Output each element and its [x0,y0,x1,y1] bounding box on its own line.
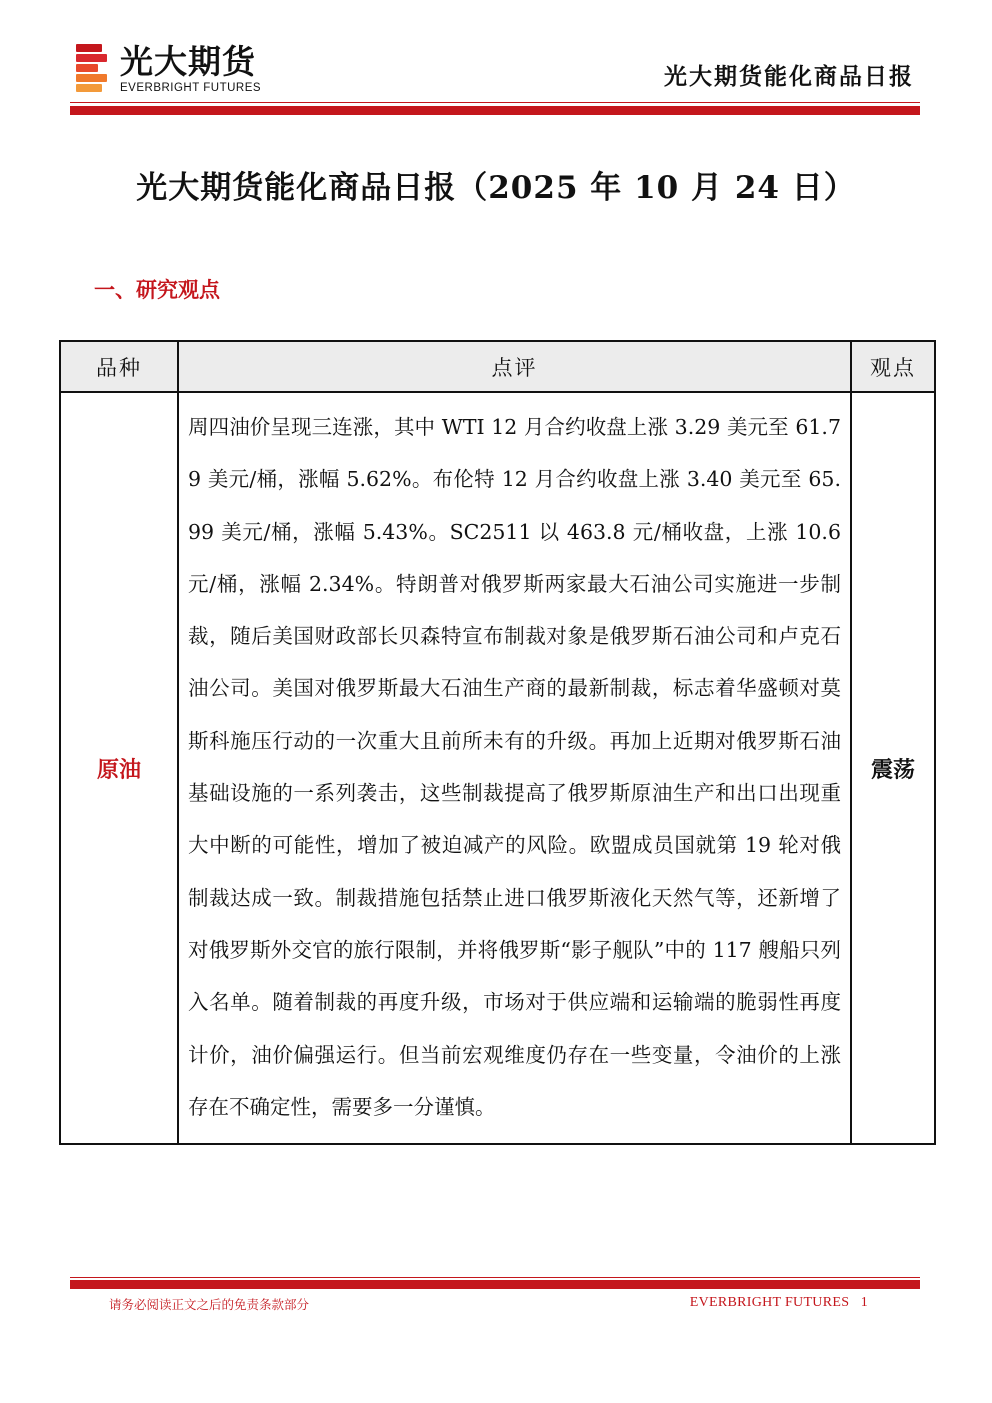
footer-disclaimer: 请务必阅读正文之后的免责条款部分 [109,1297,310,1312]
footer-divider [70,1280,920,1289]
page-number: 1 [860,1295,868,1310]
column-header-comment: 点评 [178,341,851,392]
view-cell: 震荡 [851,392,935,1144]
section-heading: 一、研究观点 [94,277,220,302]
table-row [60,392,935,1144]
header-report-name: 光大期货能化商品日报 [664,63,914,90]
footer-divider-thin [70,1277,920,1278]
footer-company: EVERBRIGHT FUTURES [689,1295,850,1310]
footer-company-page [690,1295,868,1311]
column-header-product: 品种 [60,341,178,392]
research-view-table [59,340,936,1145]
document-title: 光大期货能化商品日报（2025 年 10 月 24 日） [136,170,856,206]
header-divider-thin [70,102,920,103]
logo-english-name: EVERBRIGHT FUTURES [120,82,262,94]
logo-chinese-name: 光大期货 [120,42,256,81]
logo-mark-icon [76,44,108,94]
column-header-view: 观点 [851,341,935,392]
product-cell: 原油 [60,392,178,1144]
company-logo [76,40,286,98]
table-header-row [60,341,935,392]
header-divider [70,106,920,115]
comment-cell: 周四油价呈现三连涨，其中 WTI 12 月合约收盘上涨 3.29 美元至 61.79 美元/桶，涨幅 5.62%。布伦特 12 月合约收盘上涨 3.40 美元至 65.99 美元/桶，涨幅 5.43%。SC2511 以 463.8 元/桶收盘，上涨 10.6 元/桶，涨幅 2.34%。特朗普对俄罗斯两家最大石油公司实施进一步制裁，随后美国财政部长贝森特宣布制裁对象是俄罗斯石油公司和卢克石油公司。美国对俄罗斯最大石油生产商的最新制裁，标志着华盛顿对莫斯科施压行动的一次重大且前所未有的升级。再加上近期对俄罗斯石油基础设施的一系列袭击，这些制裁提高了俄罗斯原油生产和出口出现重大中断的可能性，增加了被迫减产的风险。欧盟成员国就第 19 轮对俄制裁达成一致。制裁措施包括禁止进口俄罗斯液化天然气等，还新增了对俄罗斯外交官的旅行限制，并将俄罗斯“影子舰队”中的 117 艘船只列入名单。随着制裁的再度升级，市场对于供应端和运输端的脆弱性再度计价，油价偏强运行。但当前宏观维度仍存在一些变量，令油价的上涨存在不确定性，需要多一分谨慎。 [178,392,851,1144]
